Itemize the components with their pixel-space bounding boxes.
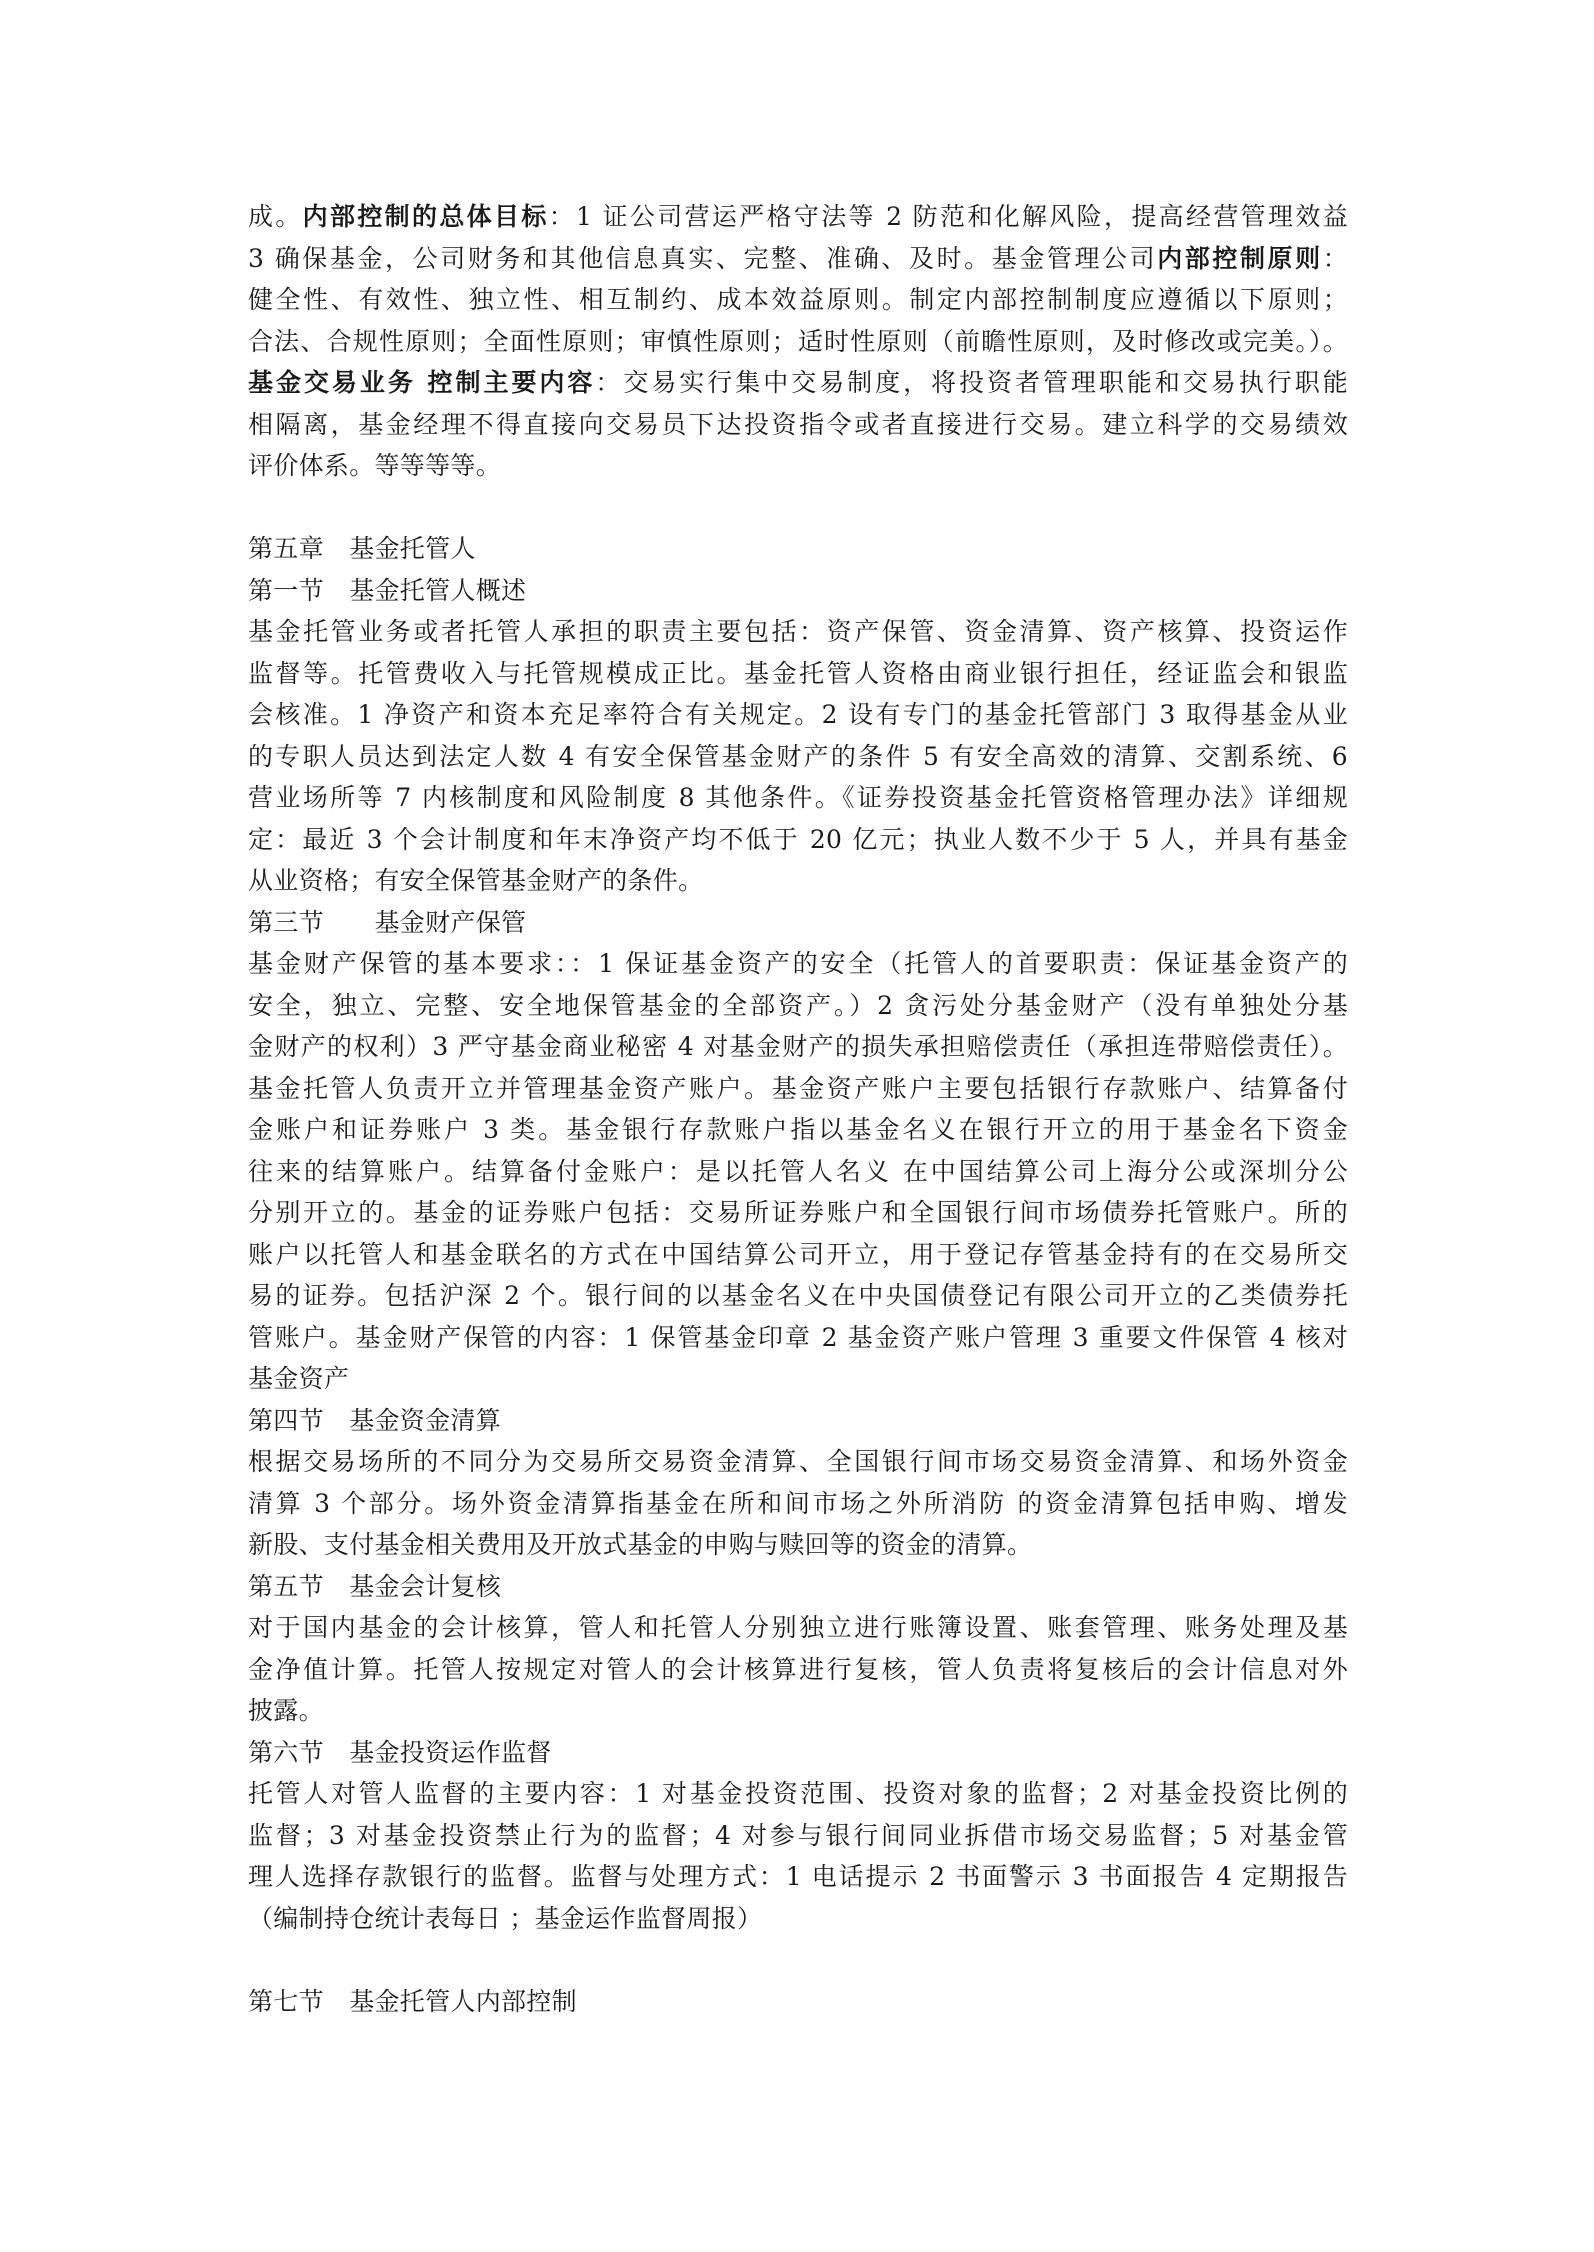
text-line: 金净值计算。托管人按规定对管人的会计核算进行复核，管人负责将复核后的会计信息对外 [248, 1654, 1348, 1684]
text-line: 理人选择存款银行的监督。监督与处理方式：1 电话提示 2 书面警示 3 书面报告 4 定期报告 [248, 1862, 1348, 1891]
text-line: 从业资格；有安全保管基金财产的条件。 [248, 866, 704, 895]
text-line: 基金托管业务或者托管人承担的职责主要包括：资产保管、资金清算、资产核算、投资运作 [248, 617, 1348, 646]
section-title: 第五节 基金会计复核 [248, 1571, 502, 1601]
text-line: 金账户和证券账户 3 类。基金银行存款账户指以基金名义在银行开立的用于基金名下资金 [248, 1115, 1348, 1144]
text-span: ：交易实行集中交易制度，将投资者管理职能和交易执行职能 [595, 368, 1348, 397]
text-line: 托管人对管人监督的主要内容：1 对基金投资范围、投资对象的监督；2 对基金投资比例的 [248, 1779, 1348, 1808]
text-line: 安全，独立、完整、安全地保管基金的全部资产。）2 贪污处分基金财产（没有单独处分基 [248, 990, 1348, 1020]
spacer [248, 1939, 1348, 1981]
text-span: 3 确保基金，公司财务和其他信息真实、完整、准确、及时。基金管理公司 [248, 243, 1158, 273]
text-line: 分别开立的。基金的证券账户包括：交易所证券账户和全国银行间市场债券托管账户。所的 [248, 1198, 1348, 1227]
spacer [248, 487, 1348, 529]
text-line [248, 196, 1348, 238]
text-span: 成。 [248, 202, 303, 231]
text-line: 清算 3 个部分。场外资金清算指基金在所和间市场之外所消防 的资金清算包括申购、增发 [248, 1488, 1348, 1518]
text-line: （编制持仓统计表每日 ；基金运作监督周报） [248, 1903, 763, 1933]
text-line: 金财产的权利）3 严守基金商业秘密 4 对基金财产的损失承担赔偿责任（承担连带赔偿责任）。 [248, 1032, 1348, 1061]
text-line: 定：最近 3 个会计制度和年末净资产均不低于 20 亿元；执业人数不少于 5 人，并具有基金 [248, 824, 1348, 854]
text-line: 会核准。1 净资产和资本充足率符合有关规定。2 设有专门的基金托管部门 3 取得基金从业 [248, 700, 1348, 729]
section-title: 第七节 基金托管人内部控制 [248, 1986, 577, 2016]
text-line: 对于国内基金的会计核算，管人和托管人分别独立进行账簿设置、账套管理、账务处理及基 [248, 1613, 1348, 1642]
text-line: 账户以托管人和基金联名的方式在中国结算公司开立，用于登记存管基金持有的在交易所交 [248, 1239, 1348, 1269]
text-line: 基金资产 [248, 1364, 350, 1393]
text-line: 监督；3 对基金投资禁止行为的监督；4 对参与银行间同业拆借市场交易监督；5 对基金管 [248, 1820, 1348, 1850]
text-line: 营业场所等 7 内核制度和风险制度 8 其他条件。《证券投资基金托管资格管理办法》详细规 [248, 783, 1348, 812]
text-line: 合法、合规性原则；全面性原则；审慎性原则；适时性原则（前瞻性原则，及时修改或完美。）。 [248, 326, 1348, 356]
text-line: 易的证券。包括沪深 2 个。银行间的以基金名义在中央国债登记有限公司开立的乙类债券托 [248, 1281, 1348, 1310]
chapter-title: 第五章 基金托管人 [248, 534, 476, 563]
text-span: ：1 证公司营运严格守法等 2 防范和化解风险，提高经营管理效益 [548, 202, 1348, 231]
text-line: 新股、支付基金相关费用及开放式基金的申购与赎回等的资金的清算。 [248, 1530, 1033, 1559]
section-title: 第四节 基金资金清算 [248, 1405, 502, 1435]
text-line: 的专职人员达到法定人数 4 有安全保管基金财产的条件 5 有安全高效的清算、交割系统、6 [248, 741, 1348, 771]
text-line: 健全性、有效性、独立性、相互制约、成本效益原则。制定内部控制制度应遵循以下原则； [248, 285, 1348, 314]
text-line [248, 238, 1348, 280]
section-title: 第三节 基金财产保管 [248, 907, 527, 937]
text-line: 基金财产保管的基本要求：：1 保证基金资产的安全（托管人的首要职责：保证基金资产的 [248, 949, 1348, 978]
bold-term: 内部控制原则 [1157, 243, 1323, 273]
text-line: 往来的结算账户。结算备付金账户：是以托管人名义 在中国结算公司上海分公或深圳分公 [248, 1156, 1348, 1186]
text-line: 披露。 [248, 1696, 324, 1725]
section-title: 第六节 基金投资运作监督 [248, 1737, 552, 1767]
section-title: 第一节 基金托管人概述 [248, 575, 527, 605]
text-line: 相隔离，基金经理不得直接向交易员下达投资指令或者直接进行交易。建立科学的交易绩效 [248, 409, 1348, 439]
text-line: 基金托管人负责开立并管理基金资产账户。基金资产账户主要包括银行存款账户、结算备付 [248, 1073, 1348, 1103]
text-line: 管账户。基金财产保管的内容：1 保管基金印章 2 基金资产账户管理 3 重要文件保管 4 核对 [248, 1322, 1348, 1352]
text-line [248, 362, 1348, 404]
text-span: ： [1322, 243, 1348, 273]
document-page [248, 196, 1348, 2022]
text-line: 根据交易场所的不同分为交易所交易资金清算、全国银行间市场交易资金清算、和场外资金 [248, 1447, 1348, 1476]
text-line: 评价体系。等等等等。 [248, 451, 502, 480]
text-line: 监督等。托管费收入与托管规模成正比。基金托管人资格由商业银行担任，经证监会和银监 [248, 658, 1348, 688]
bold-term: 基金交易业务 控制主要内容 [248, 368, 596, 397]
bold-term: 内部控制的总体目标 [302, 202, 549, 231]
